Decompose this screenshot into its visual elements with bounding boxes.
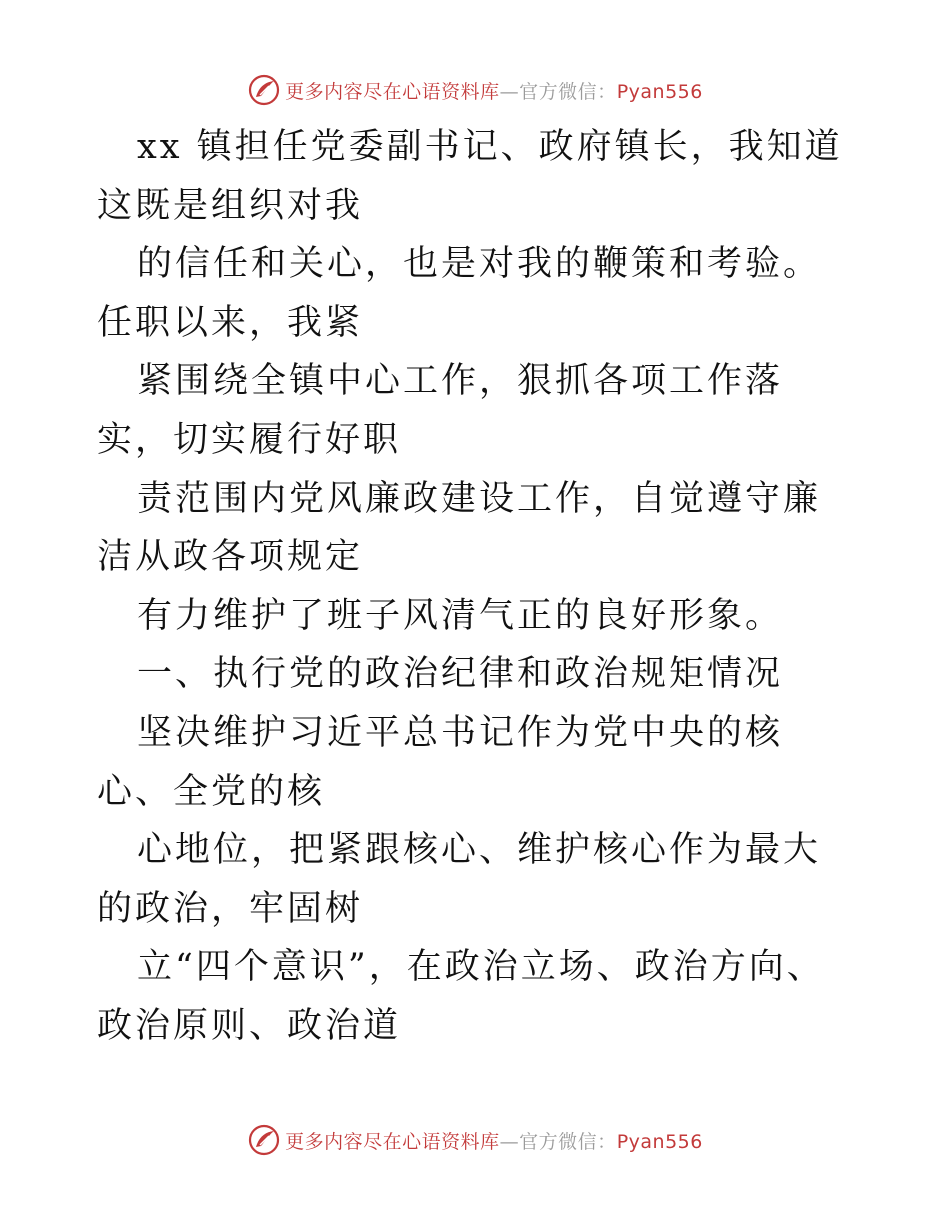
header-separator: — <box>499 80 520 103</box>
header-wechat-id: Pyan556 <box>616 80 703 103</box>
footer-separator: — <box>499 1130 520 1153</box>
header-site-text: 更多内容尽在心语资料库 <box>285 80 500 103</box>
paragraph-2: 的信任和关心，也是对我的鞭策和考验。任职以来，我紧 <box>97 244 822 343</box>
header-banner <box>0 70 950 110</box>
paragraph-4: 责范围内党风廉政建设工作，自觉遵守廉洁从政各项规定 <box>97 478 822 578</box>
paragraph-1: xx 镇担任党委副书记、政府镇长，我知道这既是组织对我 <box>97 127 843 226</box>
document-body <box>97 118 857 1056</box>
paragraph-3: 紧围绕全镇中心工作，狠抓各项工作落实，切实履行好职 <box>97 361 784 460</box>
paragraph-5: 有力维护了班子风清气正的良好形象。 <box>137 595 784 636</box>
footer-site-text: 更多内容尽在心语资料库 <box>285 1130 500 1153</box>
paragraph-7: 心地位，把紧跟核心、维护核心作为最大的政治，牢固树 <box>97 830 822 929</box>
paragraph-6: 坚决维护习近平总书记作为党中央的核心、全党的核 <box>97 712 784 812</box>
brand-logo-icon <box>247 1123 281 1157</box>
section-heading-1: 一、执行党的政治纪律和政治规矩情况 <box>137 654 784 695</box>
brand-logo-icon <box>247 73 281 107</box>
footer-banner <box>0 1120 950 1160</box>
header-wechat-label: 官方微信： <box>519 80 617 103</box>
footer-wechat-label: 官方微信： <box>519 1130 617 1153</box>
footer-wechat-id: Pyan556 <box>616 1130 703 1153</box>
paragraph-8: 立“四个意识”，在政治立场、政治方向、政治原则、政治道 <box>97 947 825 1046</box>
header-banner-text <box>285 77 703 104</box>
footer-banner-text <box>285 1127 703 1154</box>
